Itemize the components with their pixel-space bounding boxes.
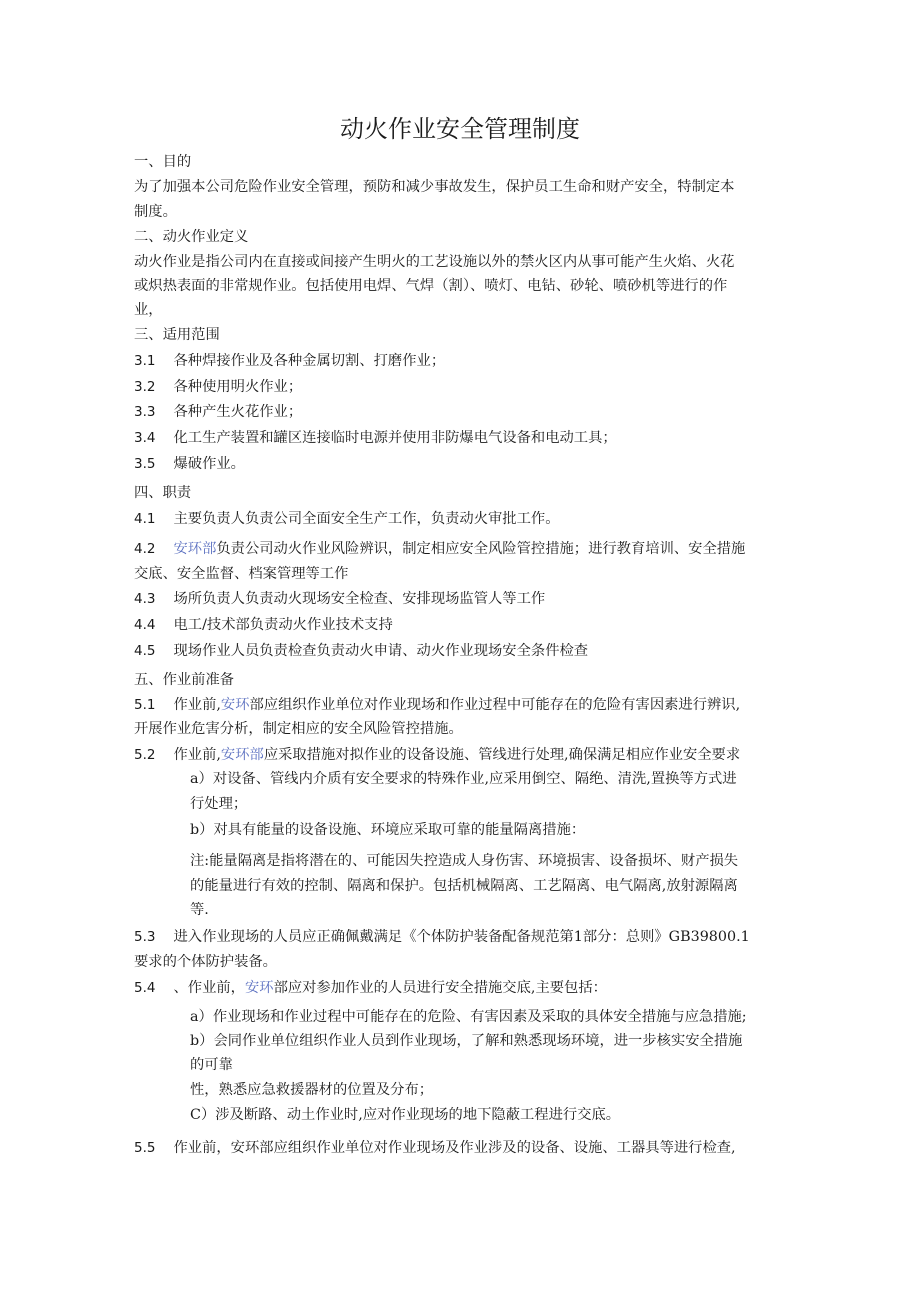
list-item: 5.4 、作业前，安环部应对参加作业的人员进行安全措施交底,主要包括：	[134, 980, 607, 996]
sub-item: 行处理；	[190, 796, 248, 812]
paragraph-line: 为了加强本公司危险作业安全管理，预防和减少事故发生，保护员工生命和财产安全，特制定本	[134, 179, 735, 195]
dept-highlight: 安环部	[173, 541, 217, 557]
item-number: 4.3	[134, 591, 156, 607]
item-number: 5.5	[134, 1140, 156, 1156]
dept-highlight: 安环	[244, 980, 274, 996]
section-heading: 二、动火作业定义	[134, 229, 249, 245]
list-item: 4.2 安环部负责公司动火作业风险辨识，制定相应安全风险管控措施；进行教育培训、安全措施	[134, 541, 746, 557]
item-number: 5.4	[134, 980, 156, 996]
item-number: 4.4	[134, 617, 156, 633]
sub-item: 性，熟悉应急救援器材的位置及分布；	[190, 1082, 434, 1098]
note-line: 的能量进行有效的控制、隔离和保护。包括机械隔离、工艺隔离、电气隔离,放射源隔离	[190, 878, 738, 894]
list-item: 5.1 作业前,安环部应组织作业单位对作业现场和作业过程中可能存在的危险有害因素进行辨识,	[134, 697, 741, 713]
item-number: 4.5	[134, 643, 156, 659]
paragraph-line: 或炽热表面的非常规作业。包括使用电焊、气焊（割）、喷灯、电钻、砂轮、喷砂机等进行的作	[134, 278, 728, 294]
item-number: 3.5	[134, 456, 156, 472]
list-item: 3.3 各种产生火花作业；	[134, 404, 303, 420]
list-item: 4.5 现场作业人员负责检查负责动火申请、动火作业现场安全条件检查	[134, 643, 589, 659]
item-number: 4.2	[134, 541, 156, 557]
paragraph-line: 开展作业危害分析，制定相应的安全风险管控措施。	[134, 721, 463, 737]
list-item: 4.1 主要负责人负责公司全面安全生产工作，负责动火审批工作。	[134, 511, 560, 527]
sub-item: b）会同作业单位组织作业人员到作业现场，了解和熟悉现场环境，进一步核实安全措施	[190, 1033, 743, 1049]
list-item: 3.2 各种使用明火作业；	[134, 379, 303, 395]
section-heading: 一、目的	[134, 154, 192, 170]
list-item: 3.1 各种焊接作业及各种金属切割、打磨作业；	[134, 353, 446, 369]
section-heading: 三、适用范围	[134, 327, 220, 343]
sub-item: a）对设备、管线内介质有安全要求的特殊作业,应采用倒空、隔绝、清洗,置换等方式进	[190, 771, 737, 787]
list-item: 5.5 作业前，安环部应组织作业单位对作业现场及作业涉及的设备、设施、工器具等进行检查,	[134, 1140, 736, 1156]
note-line: 等.	[190, 902, 209, 918]
page-title: 动火作业安全管理制度	[340, 115, 580, 143]
item-number: 3.3	[134, 404, 156, 420]
list-item: 3.5 爆破作业。	[134, 456, 245, 472]
list-item: 4.4 电工/技术部负责动火作业技术支持	[134, 617, 393, 633]
section-heading: 五、作业前准备	[134, 672, 235, 688]
note-line: 注:能量隔离是指将潜在的、可能因失控造成人身伤害、环境损害、设备损坏、财产损失	[190, 853, 739, 869]
paragraph-line: 要求的个体防护装备。	[134, 954, 277, 970]
sub-item: 的可靠	[190, 1057, 233, 1073]
item-number: 5.1	[134, 697, 156, 713]
list-item: 3.4 化工生产装置和罐区连接临时电源并使用非防爆电气设备和电动工具；	[134, 430, 617, 446]
list-item: 5.3 进入作业现场的人员应正确佩戴满足《个体防护装备配备规范第1部分：总则》GB39800.1	[134, 929, 750, 945]
item-number: 5.2	[134, 747, 156, 763]
sub-item: a）作业现场和作业过程中可能存在的危险、有害因素及采取的具体安全措施与应急措施;	[190, 1009, 747, 1025]
list-item: 5.2 作业前,安环部应采取措施对拟作业的设备设施、管线进行处理,确保满足相应作业安全要求	[134, 747, 741, 763]
item-number: 4.1	[134, 511, 156, 527]
paragraph-line: 交底、安全监督、档案管理等工作	[134, 566, 349, 582]
item-number: 3.2	[134, 379, 156, 395]
list-item: 4.3 场所负责人负责动火现场安全检查、安排现场监管人等工作	[134, 591, 546, 607]
item-number: 3.1	[134, 353, 156, 369]
paragraph-line: 制度。	[134, 204, 177, 220]
paragraph-line: 业，	[134, 302, 163, 318]
dept-highlight: 安环部	[220, 747, 264, 763]
item-number: 3.4	[134, 430, 156, 446]
paragraph-line: 动火作业是指公司内在直接或间接产生明火的工艺设施以外的禁火区内从事可能产生火焰、火花	[134, 254, 735, 270]
item-number: 5.3	[134, 929, 156, 945]
sub-item: C）涉及断路、动土作业时,应对作业现场的地下隐蔽工程进行交底。	[190, 1107, 621, 1123]
sub-item: b）对具有能量的设备设施、环境应采取可靠的能量隔离措施：	[190, 822, 586, 838]
dept-highlight: 安环	[220, 697, 250, 713]
section-heading: 四、职责	[134, 485, 192, 501]
